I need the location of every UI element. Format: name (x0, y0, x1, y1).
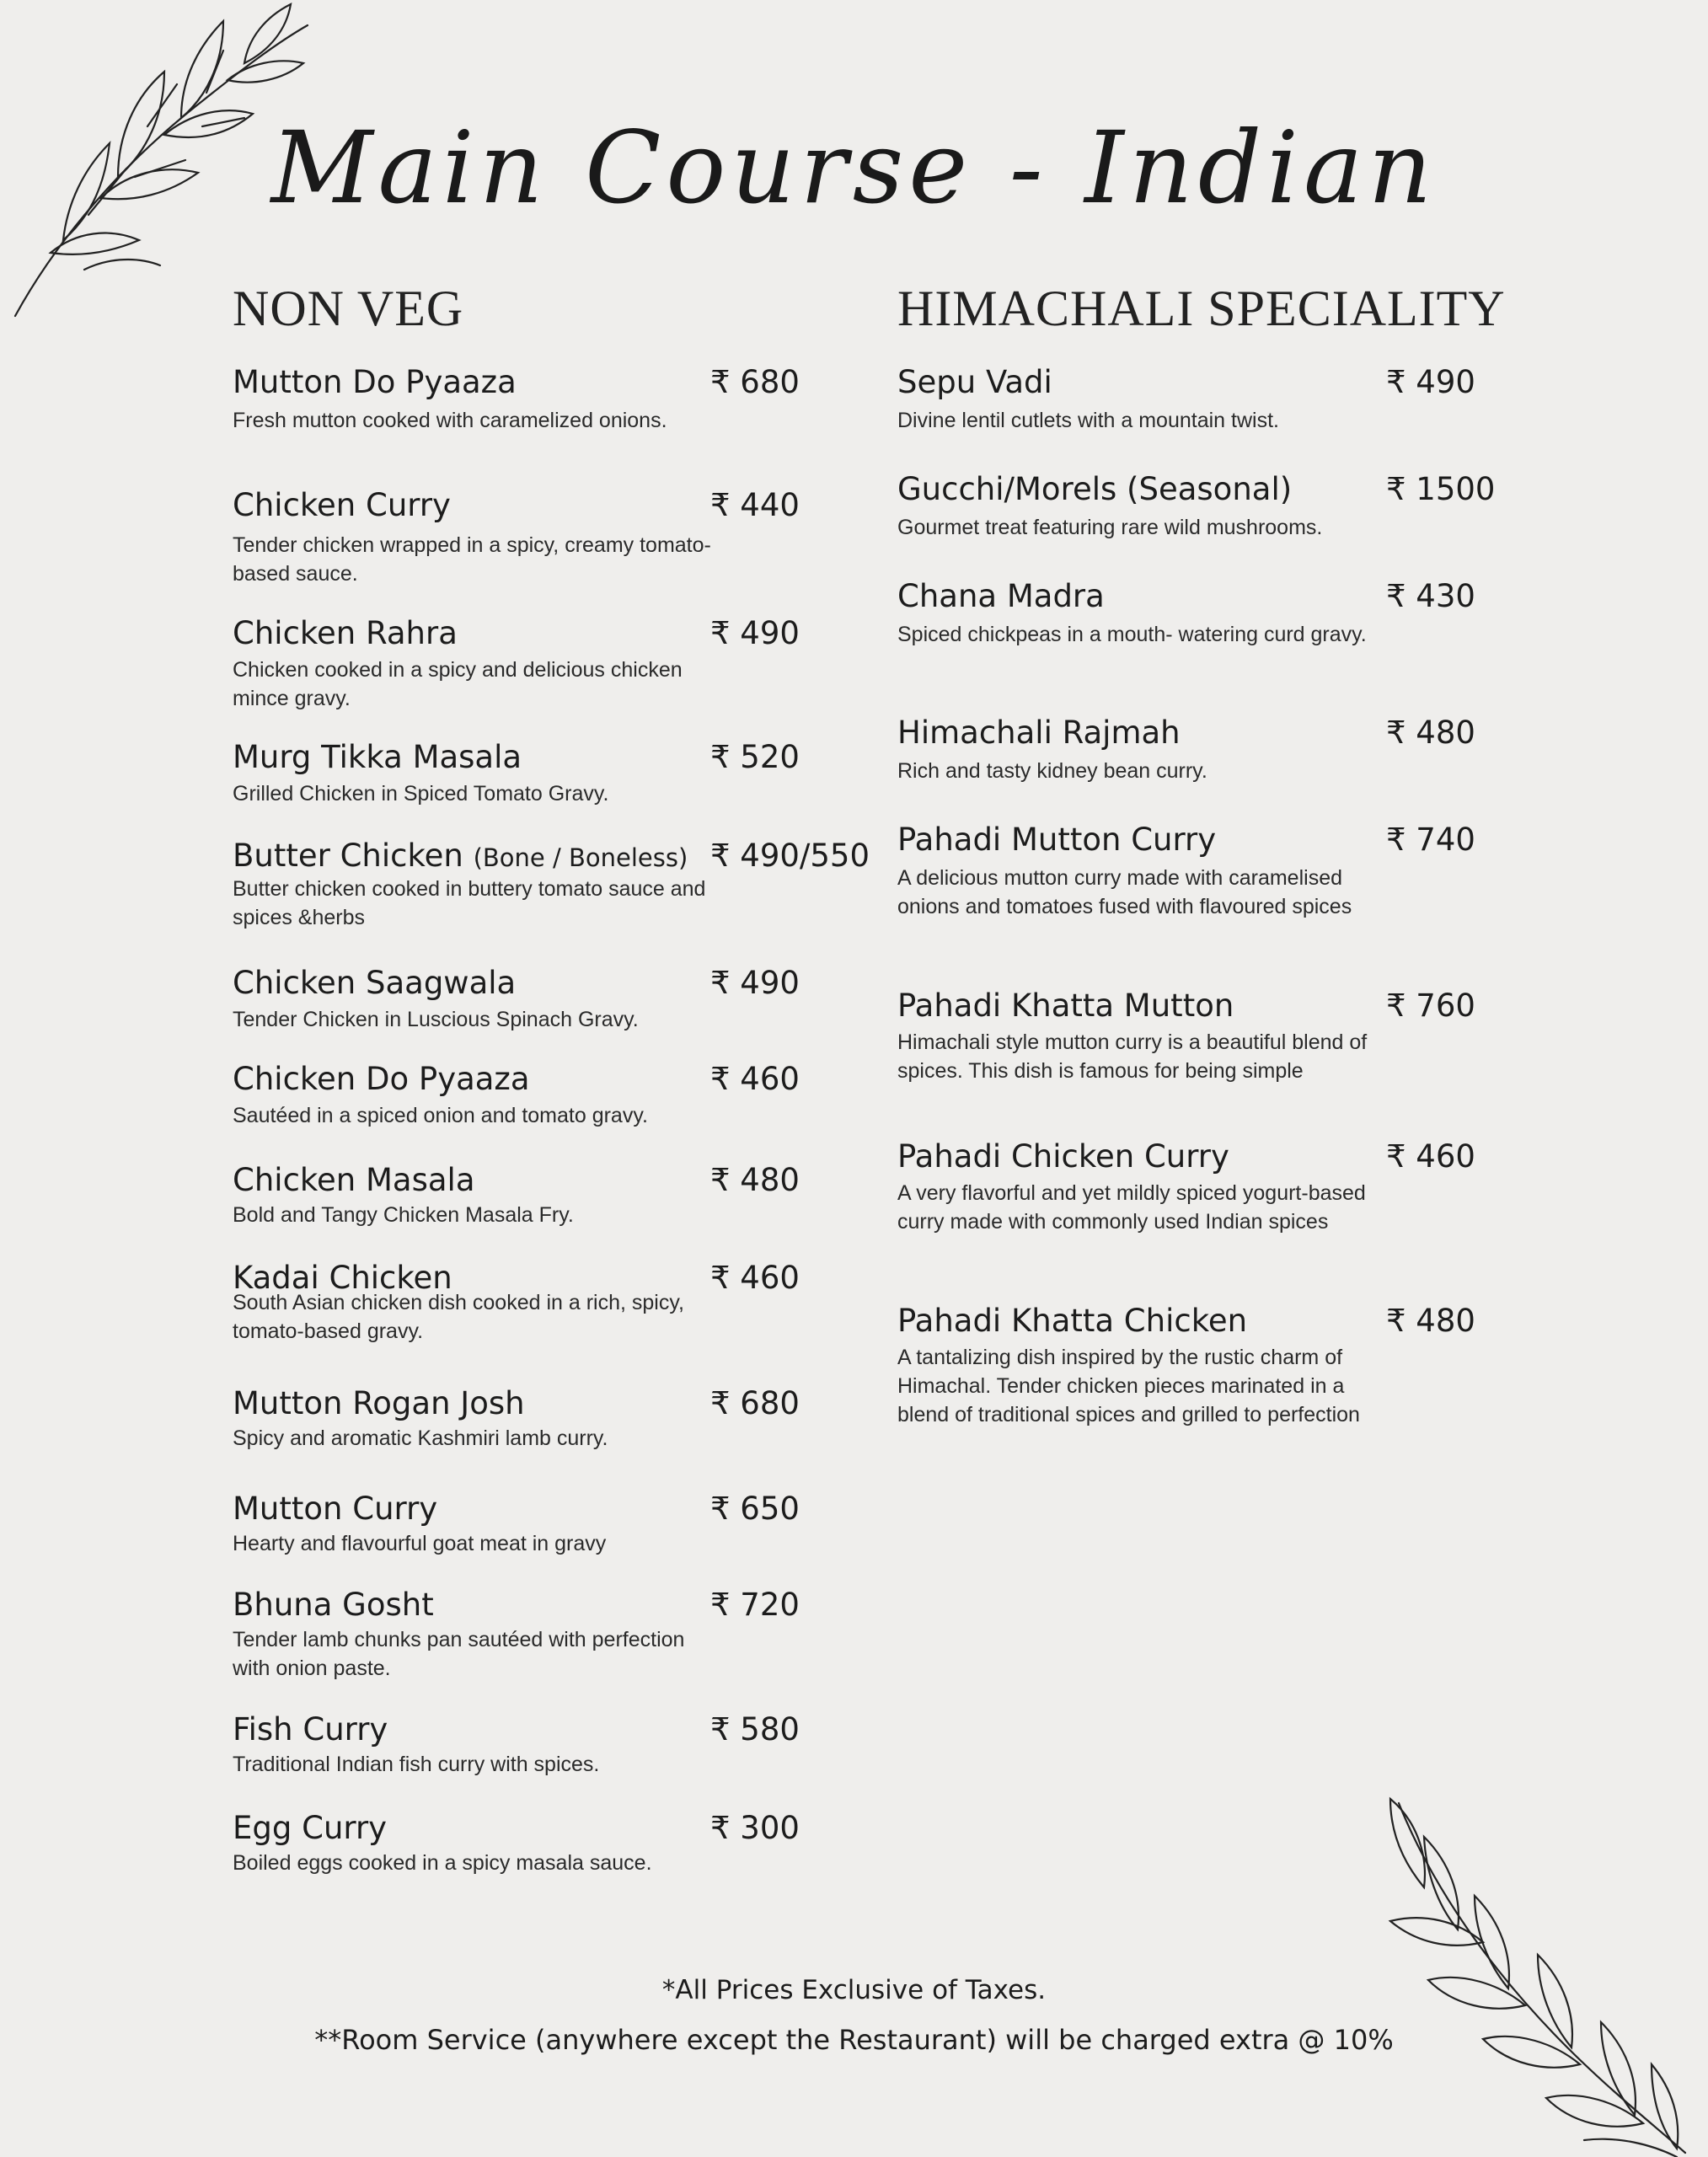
item-price: ₹ 680 (710, 364, 800, 400)
item-price: ₹ 300 (710, 1810, 800, 1846)
item-name: Mutton Do Pyaaza (233, 364, 517, 400)
item-price: ₹ 480 (710, 1162, 800, 1198)
item-description: Tender chicken wrapped in a spicy, creamy tomato-based sauce. (233, 533, 711, 586)
item-description: Tender Chicken in Luscious Spinach Gravy. (233, 1008, 639, 1031)
item-name: Pahadi Chicken Curry (897, 1138, 1229, 1175)
item-description: Spiced chickpeas in a mouth- watering curd gravy. (897, 623, 1367, 646)
item-description: Bold and Tangy Chicken Masala Fry. (233, 1203, 574, 1227)
item-price: ₹ 1500 (1386, 471, 1496, 507)
item-description: Hearty and flavourful goat meat in gravy (233, 1532, 607, 1555)
item-description: Traditional Indian fish curry with spices. (233, 1753, 600, 1776)
item-name: Chana Madra (897, 578, 1105, 614)
item-name: Sepu Vadi (897, 364, 1052, 400)
item-name: Chicken Do Pyaaza (233, 1061, 530, 1097)
item-name: Chicken Masala (233, 1162, 475, 1198)
himachali-heading: HIMACHALI SPECIALITY (897, 281, 1506, 336)
item-price: ₹ 430 (1386, 578, 1475, 614)
item-price: ₹ 520 (710, 739, 800, 775)
item-name: Chicken Curry (233, 487, 451, 523)
item-name: Fish Curry (233, 1711, 388, 1748)
item-description: Grilled Chicken in Spiced Tomato Gravy. (233, 782, 609, 806)
item-note: (Bone / Boneless) (473, 843, 688, 872)
item-price: ₹ 460 (710, 1061, 800, 1097)
item-description: Sautéed in a spiced onion and tomato gravy. (233, 1104, 648, 1127)
item-price: ₹ 480 (1386, 715, 1475, 751)
item-description: Fresh mutton cooked with caramelized onions. (233, 409, 667, 432)
item-description: Boiled eggs cooked in a spicy masala sauce. (233, 1851, 652, 1875)
item-name: Bhuna Gosht (233, 1587, 434, 1623)
item-price: ₹ 720 (710, 1587, 800, 1623)
item-price: ₹ 480 (1386, 1303, 1475, 1339)
item-price: ₹ 650 (710, 1491, 800, 1527)
item-price: ₹ 760 (1386, 988, 1475, 1024)
item-name: Pahadi Khatta Chicken (897, 1303, 1248, 1339)
item-price: ₹ 580 (710, 1711, 800, 1748)
item-name: Murg Tikka Masala (233, 739, 522, 775)
item-name: Kadai Chicken (233, 1260, 452, 1296)
item-name: Mutton Curry (233, 1491, 438, 1527)
item-description: Rich and tasty kidney bean curry. (897, 759, 1207, 783)
item-name: Chicken Saagwala (233, 965, 517, 1001)
item-name: Pahadi Khatta Mutton (897, 988, 1234, 1024)
non-veg-heading: NON VEG (233, 281, 464, 336)
item-description: Gourmet treat featuring rare wild mushrooms. (897, 516, 1323, 539)
room-service-note: **Room Service (anywhere except the Restaurant) will be charged extra @ 10% (314, 2024, 1394, 2056)
item-name: Egg Curry (233, 1810, 388, 1846)
item-price: ₹ 490/550 (710, 838, 870, 874)
item-price: ₹ 740 (1386, 822, 1475, 858)
item-name: Himachali Rajmah (897, 715, 1181, 751)
item-price: ₹ 490 (1386, 364, 1475, 400)
item-name: Butter Chicken (Bone / Boneless) (233, 838, 688, 874)
item-price: ₹ 440 (710, 487, 800, 523)
item-description: Chicken cooked in a spicy and delicious chicken mince gravy. (233, 658, 683, 710)
item-price: ₹ 680 (710, 1385, 800, 1421)
leaf-branch-icon (1365, 1786, 1708, 2157)
item-description: A tantalizing dish inspired by the rustic charm of Himachal. Tender chicken pieces marinated in a blend of traditional spices and grilled to perfection (897, 1346, 1360, 1426)
item-description: Butter chicken cooked in buttery tomato sauce and spices &herbs (233, 877, 706, 929)
item-name: Gucchi/Morels (Seasonal) (897, 471, 1293, 507)
item-description: A very flavorful and yet mildly spiced yogurt-based curry made with commonly used Indian spices (897, 1181, 1366, 1234)
item-name: Pahadi Mutton Curry (897, 822, 1217, 858)
item-price: ₹ 460 (1386, 1138, 1475, 1175)
item-description: Himachali style mutton curry is a beautiful blend of spices. This dish is famous for being simple (897, 1030, 1368, 1083)
tax-note: *All Prices Exclusive of Taxes. (661, 1975, 1047, 2005)
item-description: Divine lentil cutlets with a mountain twist. (897, 409, 1279, 432)
item-price: ₹ 490 (710, 615, 800, 651)
item-description: Tender lamb chunks pan sautéed with perfection with onion paste. (233, 1628, 685, 1680)
item-name: Chicken Rahra (233, 615, 458, 651)
item-price: ₹ 490 (710, 965, 800, 1001)
item-description: South Asian chicken dish cooked in a rich, spicy, tomato-based gravy. (233, 1291, 684, 1343)
item-description: Spicy and aromatic Kashmiri lamb curry. (233, 1426, 608, 1450)
item-name: Mutton Rogan Josh (233, 1385, 525, 1421)
item-description: A delicious mutton curry made with caramelised onions and tomatoes fused with flavoured spices (897, 866, 1352, 918)
item-price: ₹ 460 (710, 1260, 800, 1296)
page-title: Main Course - Indian (270, 110, 1438, 226)
